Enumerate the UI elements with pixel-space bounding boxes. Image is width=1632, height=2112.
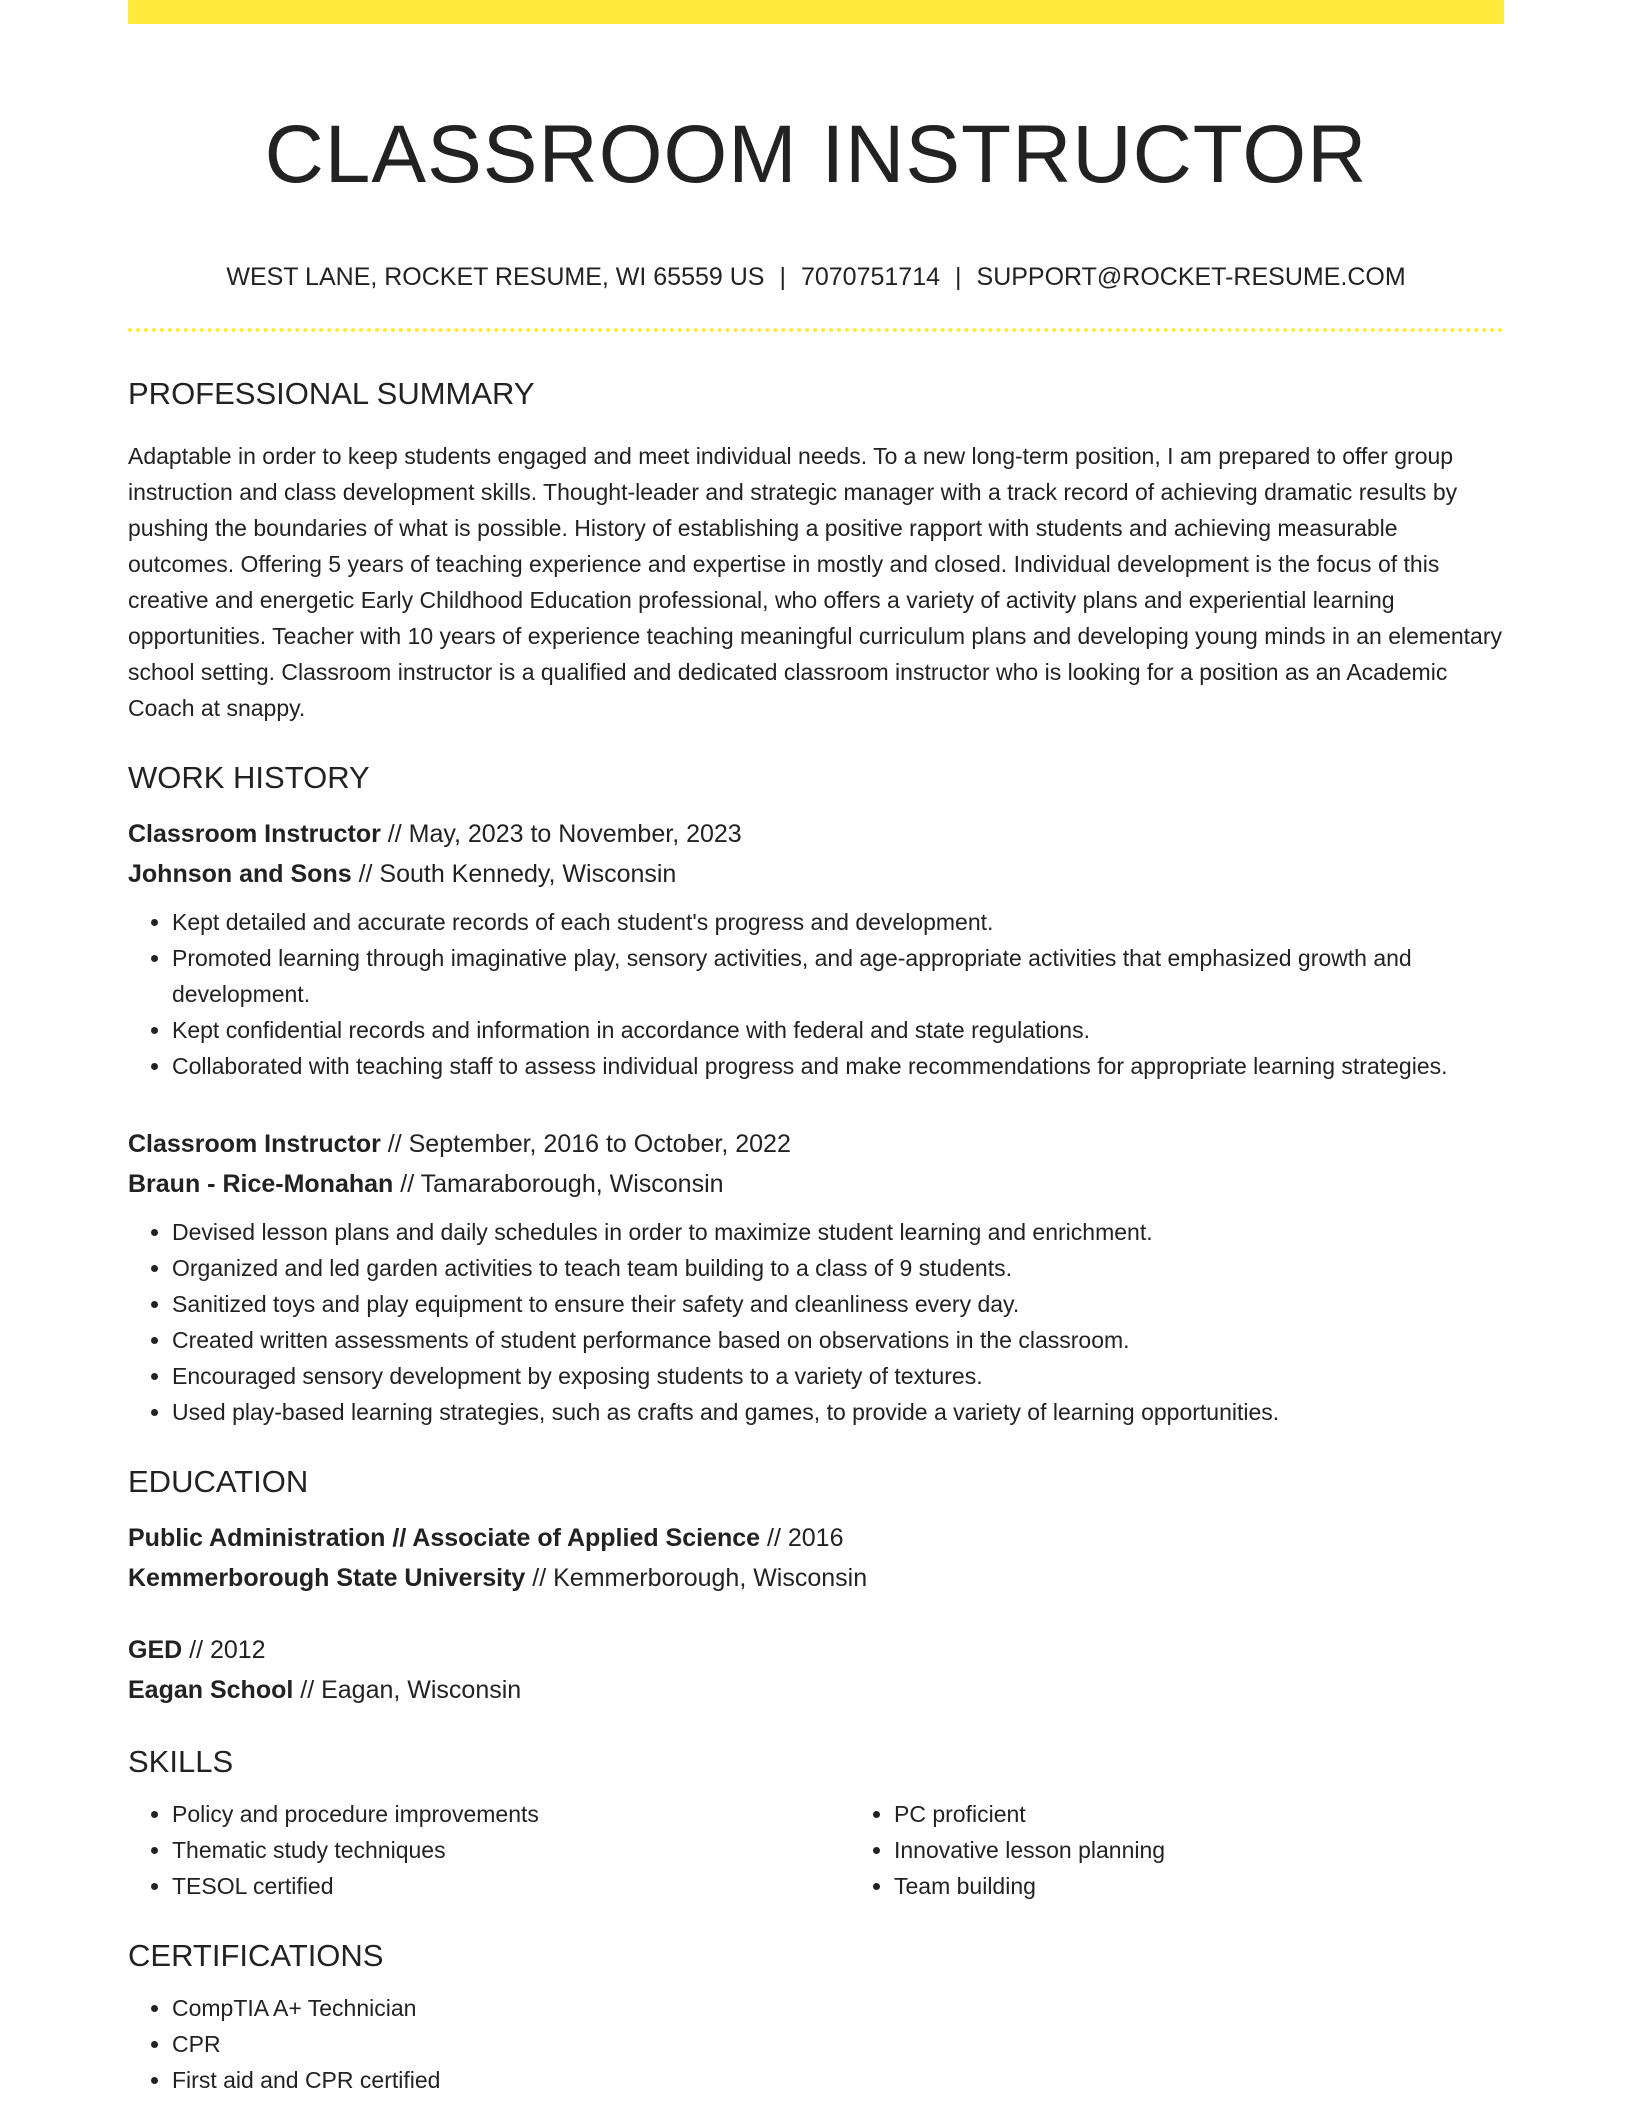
certification-item: • First aid and CPR certified bbox=[172, 2062, 1504, 2098]
contact-separator: | bbox=[955, 263, 962, 291]
skill-item: • Innovative lesson planning bbox=[894, 1832, 1504, 1868]
job-title: Classroom Instructor bbox=[128, 820, 381, 848]
dotted-divider bbox=[128, 328, 1504, 332]
certifications-list bbox=[128, 1990, 1504, 2098]
job-bullet: • Encouraged sensory development by exposing students to a variety of textures. bbox=[172, 1358, 1504, 1394]
education-year: // 2016 bbox=[760, 1524, 844, 1552]
skills-list-right bbox=[850, 1796, 1504, 1904]
job-bullet: • Kept confidential records and information in accordance with federal and state regulations. bbox=[172, 1012, 1504, 1048]
contact-line bbox=[128, 262, 1504, 292]
skill-item: • PC proficient bbox=[894, 1796, 1504, 1832]
education-degree: Public Administration // Associate of Applied Science bbox=[128, 1524, 761, 1552]
skill-item: • TESOL certified bbox=[172, 1868, 850, 1904]
education-school-line bbox=[128, 1558, 1504, 1598]
accent-top-bar bbox=[128, 0, 1504, 24]
job-bullet: • Devised lesson plans and daily schedules in order to maximize student learning and enrichment. bbox=[172, 1214, 1504, 1250]
job-title-line bbox=[128, 1124, 1504, 1164]
job-bullets bbox=[128, 904, 1504, 1084]
job-entry bbox=[128, 814, 1504, 1084]
skill-item: • Policy and procedure improvements bbox=[172, 1796, 850, 1832]
skill-item: • Team building bbox=[894, 1868, 1504, 1904]
job-bullet: • Sanitized toys and play equipment to ensure their safety and cleanliness every day. bbox=[172, 1286, 1504, 1322]
certification-item: • CompTIA A+ Technician bbox=[172, 1990, 1504, 2026]
job-bullet: • Created written assessments of student performance based on observations in the classroom. bbox=[172, 1322, 1504, 1358]
resume-title: CLASSROOM INSTRUCTOR bbox=[264, 109, 1368, 200]
education-location: // Eagan, Wisconsin bbox=[293, 1676, 522, 1704]
contact-separator: | bbox=[779, 263, 786, 291]
summary-text: Adaptable in order to keep students engaged and meet individual needs. To a new long-term position, I am prepared to offer group instruction and class development skills. Thought-leader and strategic manager with a track record of achieving dramatic results by pushing the boundaries of what is possible. History of establishing a positive rapport with students and achieving measurable outcomes. Offering 5 years of teaching experience and expertise in mostly and closed. Individual development is the focus of this creative and energetic Early Childhood Education professional, who offers a variety of activity plans and experiential learning opportunities. Teacher with 10 years of experience teaching meaningful curriculum plans and developing young minds in an elementary school setting. Classroom instructor is a qualified and dedicated classroom instructor who is looking for a position as an Academic Coach at snappy. bbox=[128, 443, 1503, 721]
summary-heading: PROFESSIONAL SUMMARY bbox=[128, 376, 535, 411]
job-company: Johnson and Sons bbox=[128, 860, 352, 888]
job-bullet: • Used play-based learning strategies, such as crafts and games, to provide a variety of learning opportunities. bbox=[172, 1394, 1504, 1430]
job-company-line bbox=[128, 1164, 1504, 1204]
contact-email: SUPPORT@ROCKET-RESUME.COM bbox=[976, 263, 1406, 291]
job-bullet: • Kept detailed and accurate records of each student's progress and development. bbox=[172, 904, 1504, 940]
skills-heading: SKILLS bbox=[128, 1744, 234, 1779]
job-bullet: • Organized and led garden activities to teach team building to a class of 9 students. bbox=[172, 1250, 1504, 1286]
job-company-line bbox=[128, 854, 1504, 894]
education-entry bbox=[128, 1630, 1504, 1710]
work-history-heading: WORK HISTORY bbox=[128, 760, 370, 795]
education-location: // Kemmerborough, Wisconsin bbox=[525, 1564, 868, 1592]
job-location: // Tamaraborough, Wisconsin bbox=[393, 1170, 724, 1198]
education-entry bbox=[128, 1518, 1504, 1598]
contact-phone: 7070751714 bbox=[800, 263, 941, 291]
education-degree-line bbox=[128, 1630, 1504, 1670]
job-title-line bbox=[128, 814, 1504, 854]
education-year: // 2012 bbox=[182, 1636, 266, 1664]
job-bullets bbox=[128, 1214, 1504, 1430]
skills-list-left bbox=[128, 1796, 850, 1904]
job-location: // South Kennedy, Wisconsin bbox=[351, 860, 677, 888]
job-dates: // September, 2016 to October, 2022 bbox=[380, 1130, 791, 1158]
education-school-line bbox=[128, 1670, 1504, 1710]
job-title: Classroom Instructor bbox=[128, 1130, 381, 1158]
education-heading: EDUCATION bbox=[128, 1464, 309, 1499]
education-degree-line bbox=[128, 1518, 1504, 1558]
job-company: Braun - Rice-Monahan bbox=[128, 1170, 394, 1198]
job-entry bbox=[128, 1124, 1504, 1430]
education-school: Eagan School bbox=[128, 1676, 294, 1704]
job-bullet: • Collaborated with teaching staff to assess individual progress and make recommendations for appropriate learning strategies. bbox=[172, 1048, 1504, 1084]
certifications-heading: CERTIFICATIONS bbox=[128, 1938, 384, 1973]
job-bullet: • Promoted learning through imaginative play, sensory activities, and age-appropriate activities that emphasized growth and development. bbox=[172, 940, 1504, 1012]
certification-item: • CPR bbox=[172, 2026, 1504, 2062]
contact-address: WEST LANE, ROCKET RESUME, WI 65559 US bbox=[226, 263, 765, 291]
education-degree: GED bbox=[128, 1636, 183, 1664]
skill-item: • Thematic study techniques bbox=[172, 1832, 850, 1868]
skills-columns bbox=[128, 1796, 1504, 1904]
job-dates: // May, 2023 to November, 2023 bbox=[380, 820, 742, 848]
education-school: Kemmerborough State University bbox=[128, 1564, 526, 1592]
resume-page bbox=[128, 0, 1504, 2098]
